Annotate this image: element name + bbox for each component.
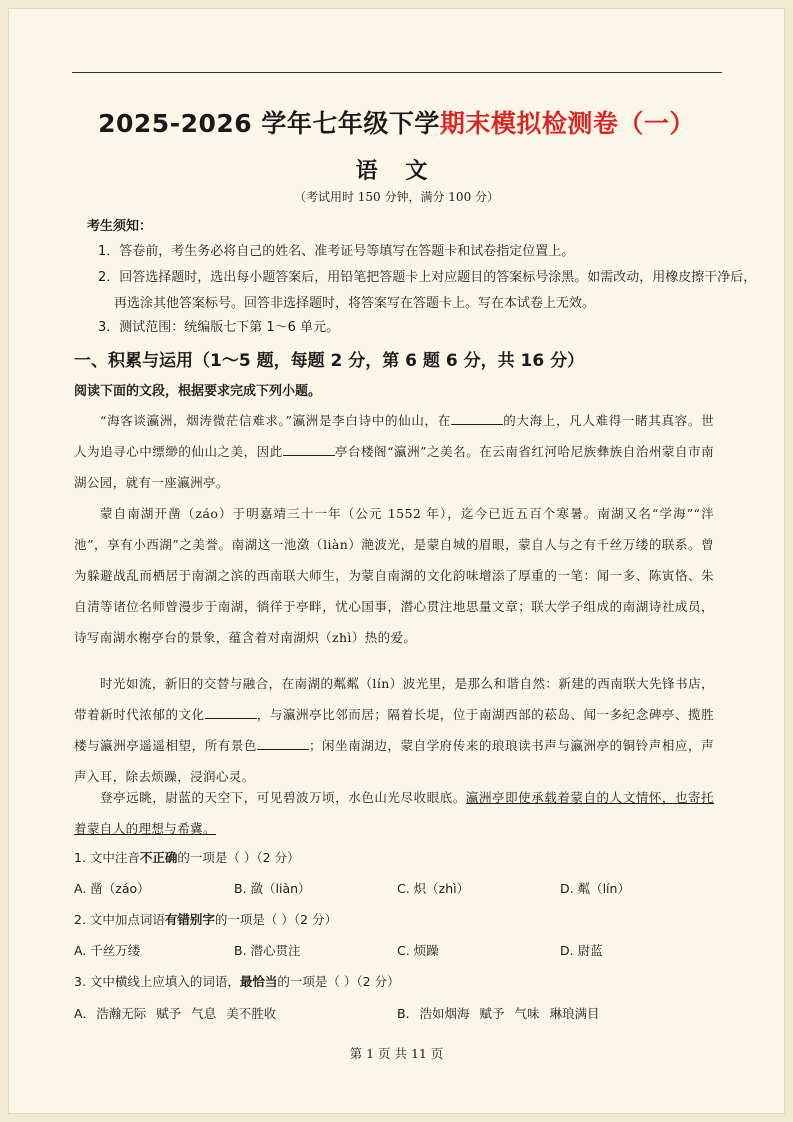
page-number: 第 1 页 共 11 页 bbox=[349, 1046, 444, 1061]
q1-option-b[interactable]: B. 潋（liàn） bbox=[234, 881, 311, 896]
q1-option-c[interactable]: C. 炽（zhì） bbox=[397, 881, 470, 896]
title-highlight: 期末模拟检测卷（一） bbox=[439, 109, 695, 138]
notice-item-3: 3．测试范围：统编版七下第 1～6 单元。 bbox=[98, 320, 340, 335]
fill-blank bbox=[283, 443, 335, 456]
subject-heading: 语 文 bbox=[355, 158, 438, 184]
fill-blank bbox=[451, 412, 503, 425]
question-3: 3. 文中横线上应填入的词语，最恰当的一项是（ ）（2 分） bbox=[74, 974, 400, 989]
title-main: 2025-2026 学年七年级下学 bbox=[98, 109, 440, 138]
exam-info: （考试用时 150 分钟，满分 100 分） bbox=[293, 190, 500, 204]
question-1: 1. 文中注音不正确的一项是（ ）（2 分） bbox=[74, 850, 300, 865]
section-title: 一、积累与运用（1～5 题，每题 2 分，第 6 题 6 分，共 16 分） bbox=[74, 351, 585, 371]
q2-option-c[interactable]: C. 烦躁 bbox=[397, 943, 439, 958]
q2-option-b[interactable]: B. 潜心贯注 bbox=[234, 943, 301, 958]
notice-item-2: 2．回答选择题时，选出每小题答案后，用铅笔把答题卡上对应题目的答案标号涂黑。如需改动，用橡皮擦干净后，再选涂其他答案标号。回答非选择题时，将答案写在答题卡上。写在本试卷上无效。 bbox=[98, 270, 757, 311]
q1-option-d[interactable]: D. 粼（lín） bbox=[560, 881, 630, 896]
passage-paragraph-4: 登亭远眺，尉蓝的天空下，可见碧波万顷，水色山光尽收眼底。瀛洲亭即使承载着蒙自的人文情怀，也寄托着蒙自人的理想与希冀。 bbox=[74, 790, 714, 836]
q2-option-a[interactable]: A. 千丝万缕 bbox=[74, 943, 141, 958]
q1-option-a[interactable]: A. 凿（záo） bbox=[74, 881, 150, 896]
q3-option-b[interactable]: B. 浩如烟海 赋予 气味 琳琅满目 bbox=[397, 1006, 600, 1021]
notice-item-1: 1．答卷前，考生务必将自己的姓名、准考证号等填写在答题卡和试卷指定位置上。 bbox=[98, 244, 575, 259]
fill-blank bbox=[205, 706, 257, 719]
question-2: 2. 文中加点词语有错别字的一项是（ ）（2 分） bbox=[74, 912, 338, 927]
fill-blank bbox=[257, 737, 309, 750]
exam-title bbox=[14, 104, 779, 140]
passage-paragraph-3: 时光如流，新旧的交替与融合，在南湖的粼粼（lín）波光里，是那么和谐自然：新建的西南联大先锋书店，带着新时代浓郁的文化 ，与瀛洲亭比邻而居；隔着长堤，位于南湖西部的菘岛、闻一多纪念碑亭、揽胜楼与瀛洲亭遥遥相望，所有景色 ；闲坐南湖边，蒙自学府传来的琅琅读书声与瀛洲亭的铜铃声相应，声声入耳，除去烦躁，浸润心灵。 bbox=[74, 676, 714, 784]
notice-title: 考生须知： bbox=[87, 219, 153, 234]
exam-page bbox=[14, 14, 779, 1108]
reading-instruction: 阅读下面的文段，根据要求完成下列小题。 bbox=[74, 384, 322, 399]
q3-option-a[interactable]: A. 浩瀚无际 赋予 气息 美不胜收 bbox=[74, 1006, 277, 1021]
passage-paragraph-1: “海客谈瀛洲，烟涛微茫信难求。”瀛洲是李白诗中的仙山，在 的大海上，凡人难得一睹其真容。世人为追寻心中缥缈的仙山之美，因此 亭台楼阁“瀛洲”之美名。在云南省红河哈尼族彝族自治州蒙自市南湖公园，就有一座瀛洲亭。 bbox=[74, 413, 714, 490]
q2-option-d[interactable]: D. 尉蓝 bbox=[560, 943, 603, 958]
underlined-sentence: 瀛洲亭即使承载着蒙自的人文情怀，也寄托着蒙自人的理想与希冀。 bbox=[74, 790, 714, 836]
header-rule bbox=[72, 72, 722, 73]
passage-paragraph-2: 蒙自南湖开凿（záo）于明嘉靖三十一年（公元 1552 年），迄今已近五百个寒暑。南湖又名“学海”“泮池”，享有小西湖”之美誉。南湖这一池潋（liàn）滟波光，是蒙自城的眉眼，蒙自人与之有千丝万缕的联系。曾为躲避战乱而栖居于南湖之滨的西南联大师生，为蒙自南湖的文化韵味增添了厚重的一笔：闻一多、陈寅恪、朱自清等诸位名师曾漫步于南湖，徜徉于亭畔，忧心国事，潜心贯注地思量文章；联大学子组成的南湖诗社成员，诗写南湖水榭亭台的景象，蕴含着对南湖炽（zhì）热的爱。 bbox=[74, 506, 714, 645]
